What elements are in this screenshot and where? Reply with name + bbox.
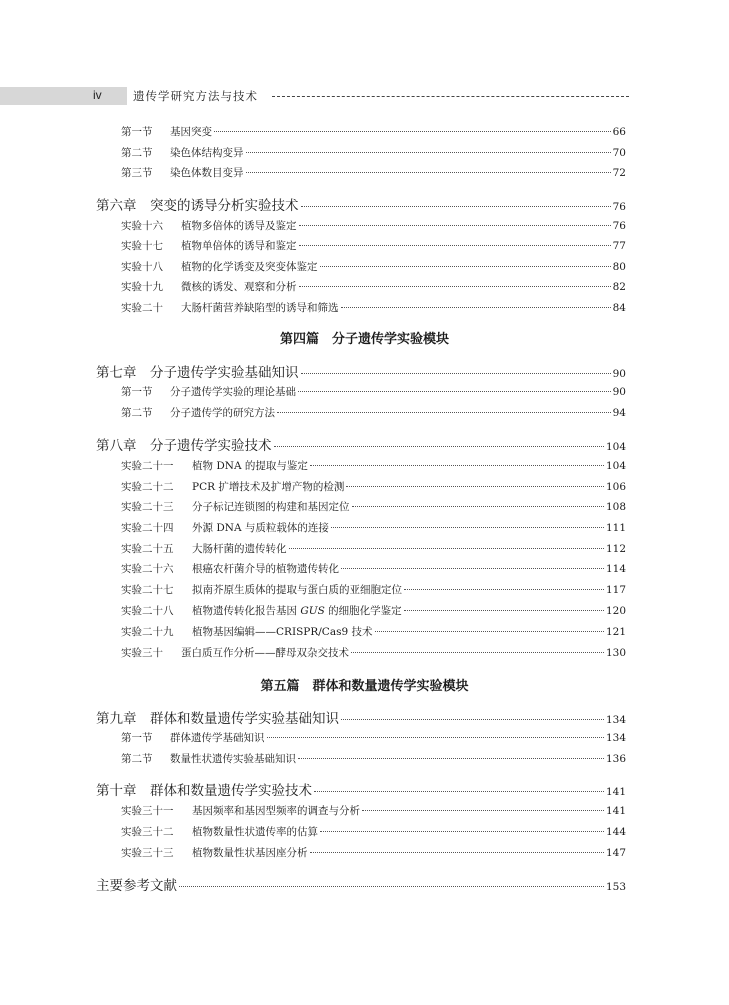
entry-page: 130 bbox=[605, 647, 626, 659]
toc-entry-experiment[interactable] bbox=[121, 561, 626, 576]
entry-title: 微核的诱发、观察和分析 bbox=[181, 281, 297, 293]
entry-label: 第一节 bbox=[121, 386, 153, 398]
dot-leader bbox=[298, 758, 604, 759]
toc-entry-experiment[interactable] bbox=[121, 259, 626, 274]
entry-title: 植物的化学诱变及突变体鉴定 bbox=[181, 261, 318, 273]
gene-name-gus: GUS bbox=[300, 605, 325, 617]
entry-title: 植物数量性状基因座分析 bbox=[192, 847, 308, 859]
toc-entry-experiment[interactable] bbox=[121, 582, 626, 597]
entry-label: 第六章 bbox=[96, 198, 137, 214]
entry-title: 分子遗传学的研究方法 bbox=[170, 407, 275, 419]
toc-entry-references[interactable] bbox=[96, 874, 626, 894]
entry-page: 134 bbox=[605, 714, 626, 726]
entry-title: 分子遗传学实验技术 bbox=[150, 438, 272, 454]
dot-leader bbox=[246, 172, 611, 173]
running-header bbox=[0, 87, 729, 105]
entry-label: 实验二十七 bbox=[121, 584, 174, 596]
entry-label: 第一节 bbox=[121, 126, 153, 138]
header-shade-bar bbox=[0, 87, 127, 105]
toc-entry-experiment[interactable] bbox=[121, 218, 626, 233]
entry-page: 141 bbox=[605, 805, 626, 817]
dot-leader bbox=[310, 465, 604, 466]
entry-page: 66 bbox=[612, 126, 626, 138]
entry-label: 实验十六 bbox=[121, 220, 163, 232]
entry-page: 82 bbox=[612, 281, 626, 293]
entry-page: 111 bbox=[605, 522, 626, 534]
entry-page: 80 bbox=[612, 261, 626, 273]
dot-leader bbox=[299, 225, 611, 226]
entry-title: 大肠杆菌营养缺陷型的诱导和筛选 bbox=[181, 302, 339, 314]
toc-entry-experiment[interactable] bbox=[121, 541, 626, 556]
entry-label: 第十章 bbox=[96, 783, 137, 799]
toc-entry-section[interactable] bbox=[121, 751, 626, 766]
entry-title: 基因突变 bbox=[170, 126, 212, 138]
toc-entry-experiment[interactable] bbox=[121, 499, 626, 514]
entry-title: 植物单倍体的诱导和鉴定 bbox=[181, 240, 297, 252]
toc-entry-experiment[interactable] bbox=[121, 603, 626, 618]
dot-leader bbox=[341, 719, 604, 720]
entry-label: 实验十七 bbox=[121, 240, 163, 252]
entry-label: 实验三十三 bbox=[121, 847, 174, 859]
entry-label: 实验三十一 bbox=[121, 805, 174, 817]
toc-entry-experiment[interactable] bbox=[121, 824, 626, 839]
entry-label: 第三节 bbox=[121, 167, 153, 179]
dot-leader bbox=[341, 307, 611, 308]
entry-label: 实验三十 bbox=[121, 647, 163, 659]
entry-title: 外源 DNA 与质粒载体的连接 bbox=[192, 522, 329, 534]
entry-title: 突变的诱导分析实验技术 bbox=[150, 198, 299, 214]
entry-title: 植物多倍体的诱导及鉴定 bbox=[181, 220, 297, 232]
entry-title-pre: 植物遗传转化报告基因 bbox=[192, 605, 301, 617]
entry-page: 106 bbox=[605, 481, 626, 493]
dot-leader bbox=[404, 610, 604, 611]
toc-entry-experiment[interactable] bbox=[121, 279, 626, 294]
entry-label: 实验二十二 bbox=[121, 481, 174, 493]
entry-label: 实验二十八 bbox=[121, 605, 174, 617]
entry-label: 第二节 bbox=[121, 753, 153, 765]
toc-entry-experiment[interactable] bbox=[121, 803, 626, 818]
entry-title: 分子遗传学实验的理论基础 bbox=[170, 386, 296, 398]
page-number: iv bbox=[93, 88, 102, 102]
entry-label: 实验二十 bbox=[121, 302, 163, 314]
entry-label: 实验二十一 bbox=[121, 460, 174, 472]
entry-label: 实验二十五 bbox=[121, 543, 174, 555]
dot-leader bbox=[375, 631, 604, 632]
entry-title: 群体和数量遗传学实验基础知识 bbox=[150, 711, 339, 727]
toc-entry-section[interactable] bbox=[121, 730, 626, 745]
entry-page: 114 bbox=[605, 563, 626, 575]
entry-page: 94 bbox=[612, 407, 626, 419]
entry-page: 144 bbox=[605, 826, 626, 838]
entry-title: 群体和数量遗传学实验技术 bbox=[150, 783, 312, 799]
toc-entry-experiment[interactable] bbox=[121, 645, 626, 660]
dot-leader bbox=[299, 245, 611, 246]
toc-entry-experiment[interactable] bbox=[121, 520, 626, 535]
dot-leader bbox=[320, 266, 611, 267]
entry-page: 84 bbox=[612, 302, 626, 314]
entry-page: 120 bbox=[605, 605, 626, 617]
toc-entry-section[interactable] bbox=[121, 405, 626, 420]
entry-title: 植物数量性状遗传率的估算 bbox=[192, 826, 318, 838]
dot-leader bbox=[331, 527, 604, 528]
entry-page: 72 bbox=[612, 167, 626, 179]
entry-page: 134 bbox=[605, 732, 626, 744]
toc-entry-experiment[interactable] bbox=[121, 458, 626, 473]
toc-entry-chapter[interactable] bbox=[96, 434, 626, 454]
dot-leader bbox=[277, 412, 611, 413]
entry-title: 染色体结构变异 bbox=[170, 147, 244, 159]
dot-leader bbox=[320, 831, 604, 832]
entry-title: 蛋白质互作分析——酵母双杂交技术 bbox=[181, 647, 349, 659]
entry-label: 第一节 bbox=[121, 732, 153, 744]
entry-title: 数量性状遗传实验基础知识 bbox=[170, 753, 296, 765]
dot-leader bbox=[246, 152, 611, 153]
dot-leader bbox=[346, 486, 604, 487]
entry-label: 实验二十六 bbox=[121, 563, 174, 575]
book-title: 遗传学研究方法与技术 bbox=[133, 89, 258, 103]
entry-label: 实验二十四 bbox=[121, 522, 174, 534]
toc-entry-experiment[interactable] bbox=[121, 479, 626, 494]
entry-title: 根癌农杆菌介导的植物遗传转化 bbox=[192, 563, 339, 575]
dot-leader bbox=[179, 886, 604, 887]
entry-title: 拟南芥原生质体的提取与蛋白质的亚细胞定位 bbox=[192, 584, 402, 596]
dot-leader bbox=[314, 791, 604, 792]
toc-entry-experiment[interactable] bbox=[121, 238, 626, 253]
dot-leader bbox=[341, 568, 604, 569]
dot-leader bbox=[352, 506, 604, 507]
entry-page: 70 bbox=[612, 147, 626, 159]
dot-leader bbox=[301, 373, 611, 374]
part-heading-4: 第四篇 分子遗传学实验模块 bbox=[279, 332, 449, 347]
dot-leader bbox=[299, 286, 611, 287]
entry-label: 实验二十九 bbox=[121, 626, 174, 638]
entry-label: 实验二十三 bbox=[121, 501, 174, 513]
entry-page: 76 bbox=[612, 220, 626, 232]
entry-page: 136 bbox=[605, 753, 626, 765]
entry-title: 植物 DNA 的提取与鉴定 bbox=[192, 460, 308, 472]
entry-page: 77 bbox=[612, 240, 626, 252]
entry-page: 90 bbox=[612, 386, 626, 398]
dot-leader bbox=[362, 810, 604, 811]
entry-page: 121 bbox=[605, 626, 626, 638]
entry-title bbox=[192, 603, 402, 618]
toc-entry-section[interactable] bbox=[121, 165, 626, 180]
entry-title: 基因频率和基因型频率的调查与分析 bbox=[192, 805, 360, 817]
entry-page: 153 bbox=[605, 881, 626, 893]
dot-leader bbox=[301, 206, 611, 207]
entry-label: 实验十九 bbox=[121, 281, 163, 293]
dot-leader bbox=[404, 589, 604, 590]
entry-page: 117 bbox=[605, 584, 626, 596]
entry-label: 实验三十二 bbox=[121, 826, 174, 838]
dot-leader bbox=[289, 548, 604, 549]
toc-entry-experiment[interactable] bbox=[121, 300, 626, 315]
dot-leader bbox=[214, 131, 611, 132]
entry-title: 大肠杆菌的遗传转化 bbox=[192, 543, 287, 555]
toc-entry-chapter[interactable] bbox=[96, 779, 626, 799]
toc-entry-chapter[interactable] bbox=[96, 194, 626, 214]
dot-leader bbox=[310, 852, 604, 853]
entry-title: 主要参考文献 bbox=[96, 878, 177, 894]
entry-page: 147 bbox=[605, 847, 626, 859]
dot-leader bbox=[274, 446, 604, 447]
entry-title: 分子标记连锁图的构建和基因定位 bbox=[192, 501, 350, 513]
entry-page: 104 bbox=[605, 460, 626, 472]
entry-title: 群体遗传学基础知识 bbox=[170, 732, 265, 744]
part-heading-5: 第五篇 群体和数量遗传学实验模块 bbox=[260, 679, 469, 694]
toc-entry-experiment[interactable] bbox=[121, 845, 626, 860]
dot-leader bbox=[267, 737, 604, 738]
entry-label: 第二节 bbox=[121, 407, 153, 419]
toc-entry-chapter[interactable] bbox=[96, 707, 626, 727]
entry-page: 141 bbox=[605, 786, 626, 798]
entry-page: 104 bbox=[605, 441, 626, 453]
entry-title: 植物基因编辑——CRISPR/Cas9 技术 bbox=[192, 626, 373, 638]
dot-leader bbox=[298, 391, 611, 392]
toc-entry-section[interactable] bbox=[121, 124, 626, 139]
entry-page: 112 bbox=[605, 543, 626, 555]
entry-label: 第八章 bbox=[96, 438, 137, 454]
entry-title-post: 的细胞化学鉴定 bbox=[324, 605, 402, 617]
toc-entry-experiment[interactable] bbox=[121, 624, 626, 639]
entry-title: 分子遗传学实验基础知识 bbox=[150, 365, 299, 381]
entry-page: 76 bbox=[612, 201, 626, 213]
toc-entry-section[interactable] bbox=[121, 384, 626, 399]
entry-title: PCR 扩增技术及扩增产物的检测 bbox=[192, 481, 345, 493]
entry-page: 108 bbox=[605, 501, 626, 513]
entry-page: 90 bbox=[612, 368, 626, 380]
entry-title: 染色体数目变异 bbox=[170, 167, 244, 179]
toc-entry-section[interactable] bbox=[121, 145, 626, 160]
entry-label: 第七章 bbox=[96, 365, 137, 381]
entry-label: 第二节 bbox=[121, 147, 153, 159]
dot-leader bbox=[351, 652, 604, 653]
header-dashed-rule bbox=[272, 96, 629, 97]
entry-label: 第九章 bbox=[96, 711, 137, 727]
toc-entry-chapter[interactable] bbox=[96, 361, 626, 381]
entry-label: 实验十八 bbox=[121, 261, 163, 273]
